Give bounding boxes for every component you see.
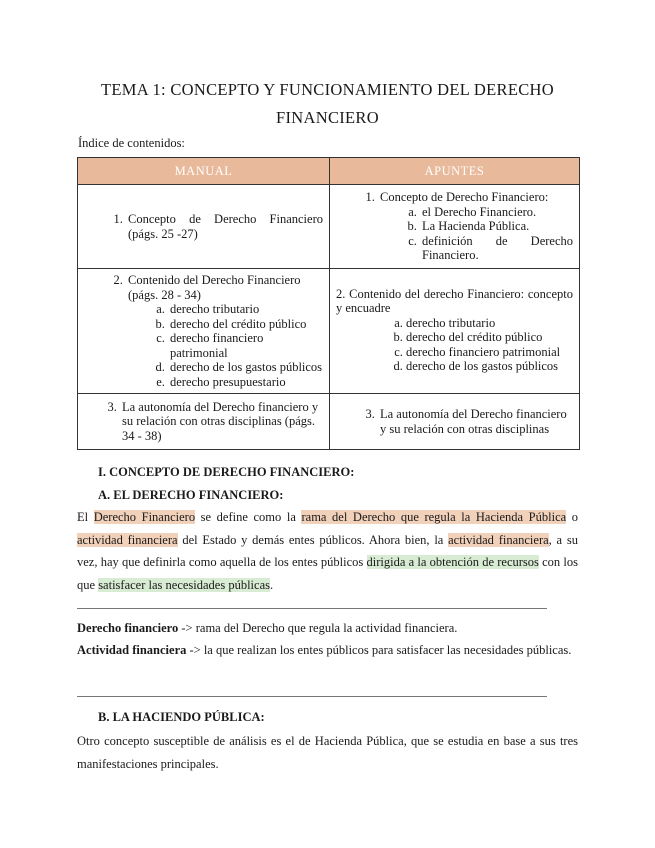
list-item: [126, 273, 323, 389]
list-item: [378, 190, 573, 263]
title-line-2: FINANCIERO: [276, 108, 379, 127]
sub-item: b. La Hacienda Pública.: [420, 219, 573, 234]
highlighted-text: satisfacer las necesidades públicas: [98, 577, 270, 592]
sub-list: [128, 302, 323, 389]
list-item: 3. La autonomía del Derecho financiero y su relación con otras disciplinas: [378, 407, 573, 436]
divider: [77, 608, 547, 609]
header-manual: MANUAL: [78, 158, 330, 185]
manual-list: [84, 273, 323, 389]
definition-term: Derecho financiero: [77, 621, 179, 635]
document-title: [60, 76, 595, 132]
manual-cell: [78, 269, 330, 394]
table-header-row: [78, 158, 580, 185]
sub-item-text: definición de Derecho: [422, 233, 573, 248]
table-row: [78, 185, 580, 269]
paragraph-text: .: [270, 577, 274, 592]
definition-paragraph: [77, 506, 578, 596]
paragraph-text: con los que: [77, 555, 578, 592]
highlighted-text: dirigida a la obtención de recursos: [366, 555, 539, 569]
list-item: [336, 287, 573, 316]
paragraph-text: del Estado y demás entes públicos. Ahora bien, la: [177, 532, 449, 547]
sub-item: c. derecho financiero patrimonial: [168, 331, 323, 360]
list-item: 1. Concepto de Derecho Financiero (págs. 25 -27): [126, 212, 323, 241]
sub-list: [380, 205, 573, 263]
highlighted-text: actividad financiera: [448, 532, 549, 547]
title-line-1: TEMA 1: CONCEPTO Y FUNCIONAMIENTO DEL DERECHO: [101, 80, 554, 99]
apuntes-list: [336, 190, 573, 263]
apuntes-cell: [330, 185, 580, 269]
highlighted-text: rama del Derecho que regula la Hacienda Pública: [301, 510, 567, 524]
contents-table: [77, 157, 580, 450]
list-item-number: 2.: [336, 286, 346, 301]
sub-item: a. derecho tributario: [168, 302, 323, 317]
sub-item: e. derecho presupuestario: [168, 375, 323, 390]
subsection-heading-b: B. LA HACIENDO PÚBLICA:: [98, 710, 265, 724]
sub-list: [336, 316, 573, 374]
sub-item: d. derecho de los gastos públicos: [406, 359, 573, 374]
paragraph-text: El: [77, 510, 94, 524]
definition-text: -> rama del Derecho que regula la actividad financiera.: [178, 621, 458, 635]
apuntes-list: [336, 407, 573, 436]
paragraph-text: se define como la: [195, 510, 302, 524]
list-item-text: Contenido del Derecho Financiero (págs. 28 - 34): [128, 273, 301, 302]
list-item: 3. La autonomía del Derecho financiero y su relación con otras disciplinas (págs. 34 - 38): [120, 400, 323, 444]
manual-list: [84, 212, 323, 241]
apuntes-cell: [330, 269, 580, 394]
manual-cell: [78, 394, 330, 450]
highlighted-text: actividad financiera: [77, 532, 178, 547]
highlighted-text: Derecho Financiero: [93, 510, 196, 524]
list-item-text: Contenido del derecho Financiero: concepto y encuadre: [336, 286, 573, 315]
paragraph-text: o: [566, 510, 579, 524]
sub-item: a. derecho tributario: [406, 316, 573, 331]
divider: [77, 696, 547, 697]
sub-item: d. derecho de los gastos públicos: [168, 360, 323, 375]
sub-item: [420, 234, 573, 263]
paragraph-text: , a su vez, hay que definirla como aquella de los entes públicos: [77, 532, 578, 569]
hacienda-paragraph: Otro concepto susceptible de análisis es el de Hacienda Pública, que se estudia en base a sus tres manifestaciones principales.: [77, 734, 578, 771]
sub-item-text: Financiero.: [422, 248, 479, 263]
definition-actividad-financiera: [77, 639, 578, 662]
sub-item: a. el Derecho Financiero.: [420, 205, 573, 220]
header-apuntes: APUNTES: [330, 158, 580, 185]
index-label: Índice de contenidos:: [78, 136, 185, 150]
table-row: [78, 394, 580, 450]
sub-item: b. derecho del crédito público: [406, 330, 573, 345]
definition-derecho-financiero: [77, 617, 578, 640]
table-row: [78, 269, 580, 394]
definition-text: -> la que realizan los entes públicos para satisfacer las necesidades públicas.: [186, 643, 572, 657]
sub-item: c. derecho financiero patrimonial: [406, 345, 573, 360]
apuntes-cell: [330, 394, 580, 450]
definition-term: Actividad financiera: [77, 643, 187, 657]
subsection-heading-a: A. EL DERECHO FINANCIERO:: [98, 488, 284, 502]
manual-cell: [78, 185, 330, 269]
manual-list: [98, 400, 323, 444]
sub-item: b. derecho del crédito público: [168, 317, 323, 332]
list-item-text: Concepto de Derecho Financiero:: [380, 190, 549, 205]
section-heading-1: I. CONCEPTO DE DERECHO FINANCIERO:: [98, 465, 355, 479]
